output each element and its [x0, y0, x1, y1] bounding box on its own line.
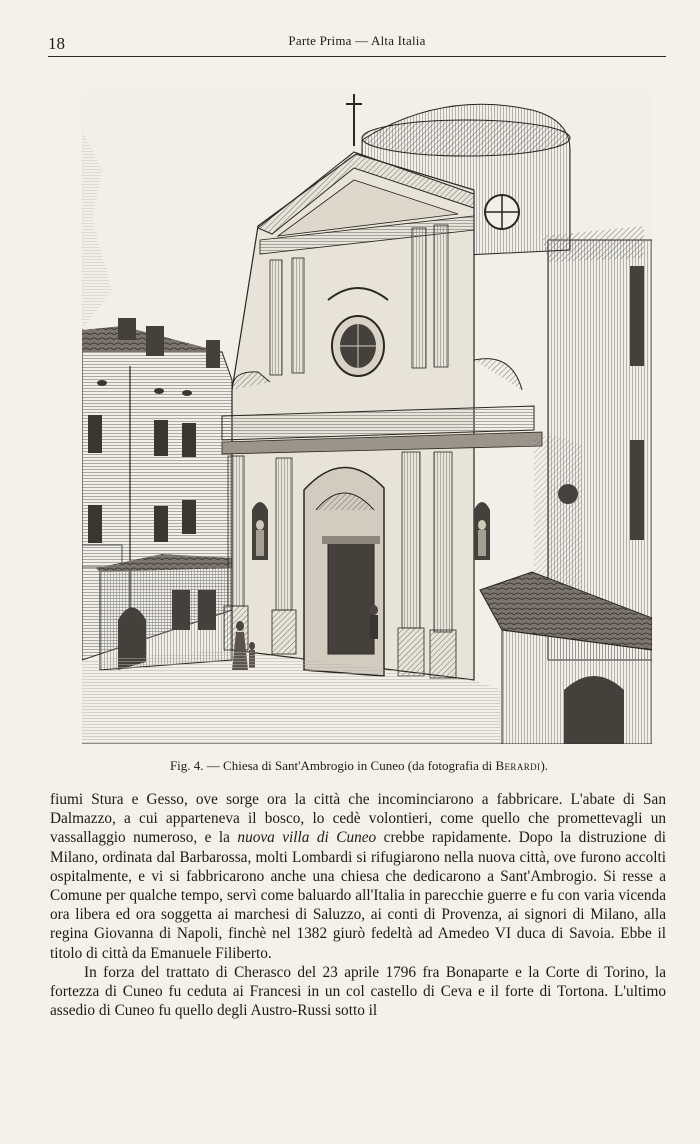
figure-engraving — [82, 90, 652, 744]
caption-suffix: ). — [540, 758, 549, 773]
page-number: 18 — [48, 34, 65, 53]
running-head: Parte Prima — Alta Italia — [288, 33, 426, 48]
page-header — [48, 30, 666, 56]
paragraph-1-part-b: crebbe rapidamente. Dopo la distruzione di Milano, ordinata dal Barbarossa, molti Lombardi si rifugiarono nella nuova città, ove furono accolti ospitalmente, e vi si fabbricarono anche una chiesa che dedicarono a Sant'Ambrogio. Si resse a Comune per qualche tempo, servì come baluardo all'Italia in parecchie guerre e fu con varia vicenda ora libera ed ora soggetta ai marchesi di Saluzzo, ai conti di Provenza, ai signori di Milano, alla regina Giovanna di Napoli, finchè nel 1382 giurò fedeltà ad Amedeo VI duca di Savoia. Ebbe il titolo di città da Emanuele Filiberto. — [50, 829, 666, 962]
paragraph-1-italic: nuova villa di Cuneo — [237, 829, 377, 847]
church-engraving-illustration — [82, 90, 652, 744]
caption-author: Berardi — [495, 758, 541, 773]
header-rule — [48, 56, 666, 57]
paragraph-2: In forza del trattato di Cherasco del 23 aprile 1796 fra Bonaparte e la Corte di Torino, la fortezza di Cuneo fu ceduta ai Francesi in un col castello di Ceva e il forte di Tortona. L'ultimo assedio di Cuneo fu quello degli Austro-Russi sotto il — [50, 963, 666, 1020]
figure-caption — [50, 758, 668, 774]
body-text — [50, 790, 666, 1020]
caption-prefix: Fig. 4. — Chiesa di Sant'Ambrogio in Cuneo (da fotografia di — [169, 758, 496, 773]
paragraph-1 — [50, 790, 666, 963]
paragraph-1-part-a: fiumi Stura e Gesso, ove sorge ora la città che incominciarono a fabbricare. L'abate di San Dalmazzo, a cui apparteneva il bosco, lo cedè volontieri, come quello che promettevagli un vassallaggio numeroso, e la — [50, 791, 666, 847]
